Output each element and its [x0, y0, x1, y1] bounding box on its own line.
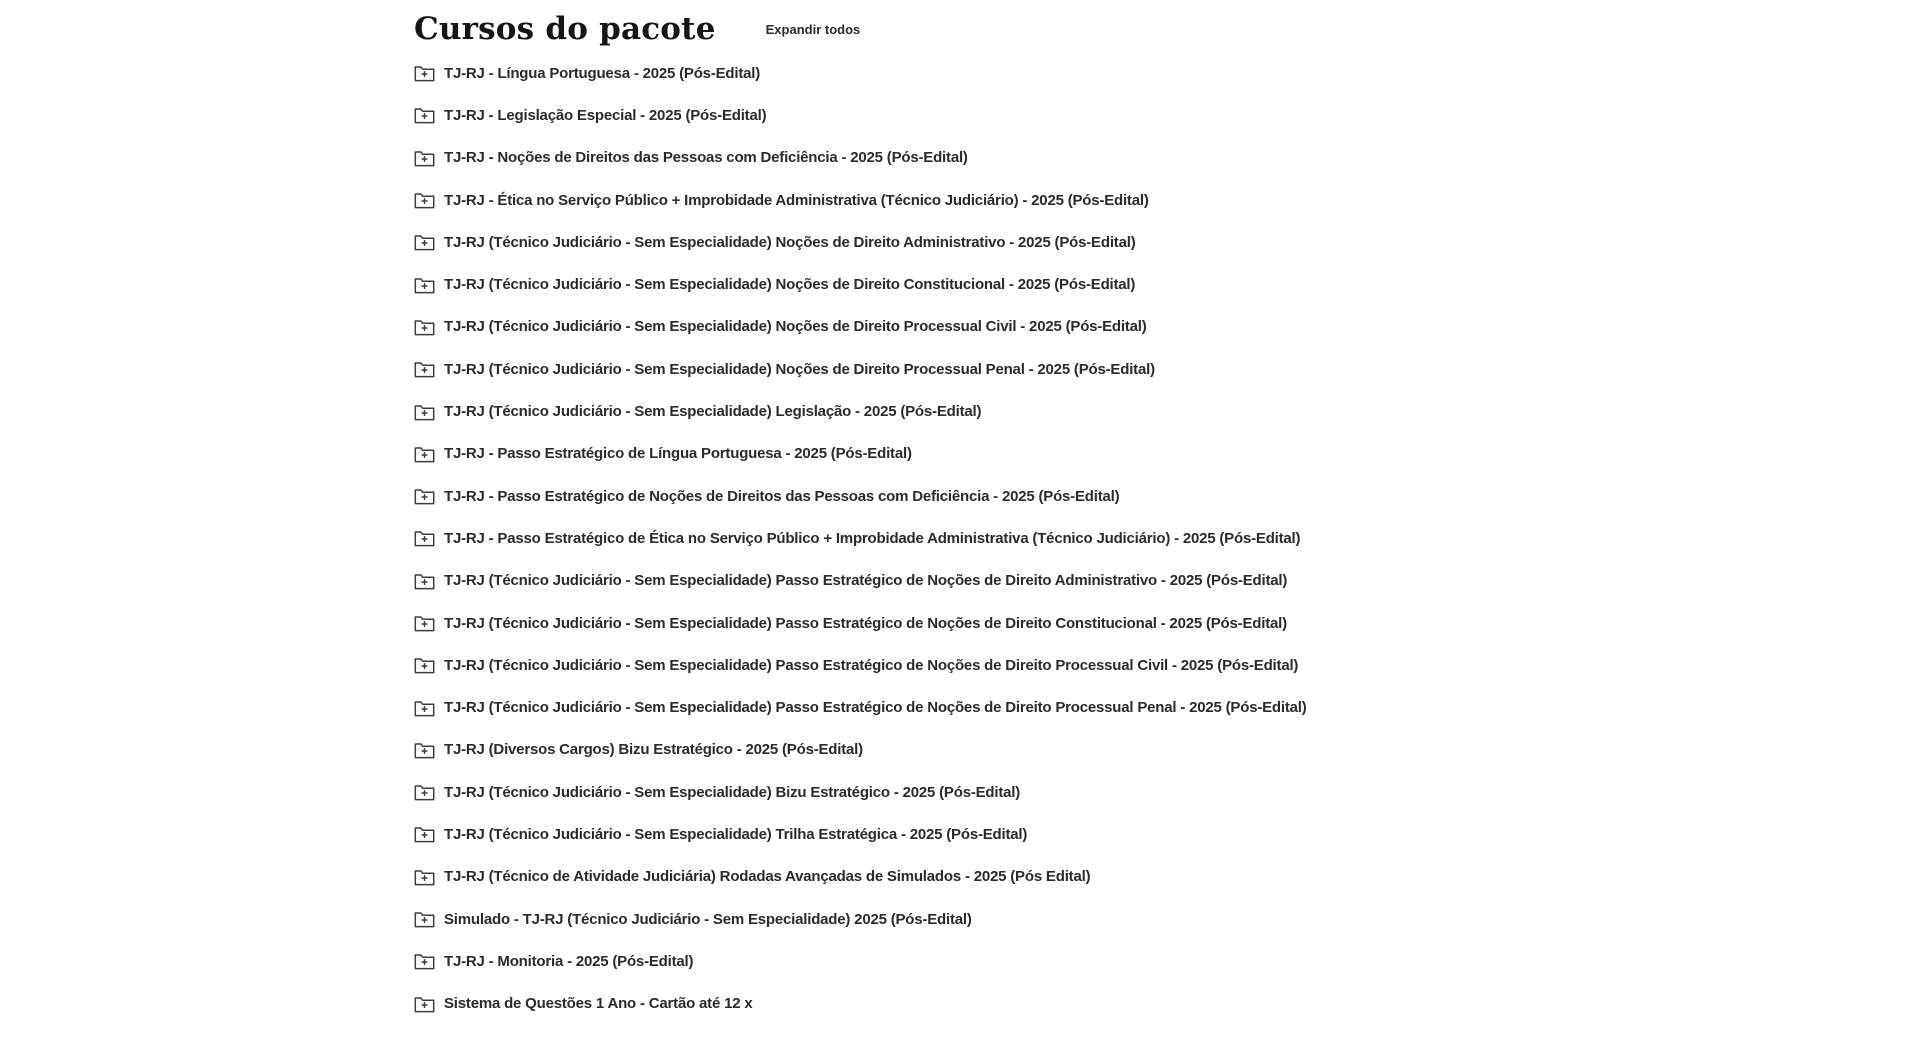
course-list-item[interactable] — [414, 940, 693, 982]
course-title: TJ-RJ - Passo Estratégico de Noções de Direitos das Pessoas com Deficiência - 2025 (Pós-Edital) — [444, 487, 1120, 505]
course-title: TJ-RJ - Língua Portuguesa - 2025 (Pós-Edital) — [444, 64, 761, 82]
course-list-item[interactable] — [414, 560, 1287, 602]
course-list-item[interactable] — [414, 348, 1155, 390]
course-list-item[interactable] — [414, 390, 981, 432]
course-list-item[interactable] — [414, 433, 912, 475]
course-title: TJ-RJ (Técnico Judiciário - Sem Especialidade) Legislação - 2025 (Pós-Edital) — [444, 403, 982, 421]
folder-plus-icon — [414, 445, 435, 463]
course-title: TJ-RJ (Técnico de Atividade Judiciária) Rodadas Avançadas de Simulados - 2025 (Pós Edital) — [444, 868, 1091, 886]
course-title: TJ-RJ (Diversos Cargos) Bizu Estratégico - 2025 (Pós-Edital) — [444, 741, 863, 759]
course-list-item[interactable] — [414, 898, 972, 940]
course-title: TJ-RJ - Legislação Especial - 2025 (Pós-Edital) — [444, 106, 767, 124]
folder-plus-icon — [414, 403, 435, 421]
course-title: TJ-RJ (Técnico Judiciário - Sem Especialidade) Noções de Direito Processual Civil - 2025 (Pós-Edital) — [444, 318, 1147, 336]
folder-plus-icon — [414, 64, 435, 82]
folder-plus-icon — [414, 360, 435, 378]
course-title: TJ-RJ (Técnico Judiciário - Sem Especialidade) Trilha Estratégica - 2025 (Pós-Edital) — [444, 825, 1028, 843]
folder-plus-icon — [414, 233, 435, 251]
folder-plus-icon — [414, 106, 435, 124]
folder-plus-icon — [414, 318, 435, 336]
folder-plus-icon — [414, 995, 435, 1013]
folder-plus-icon — [414, 149, 435, 167]
course-list-item[interactable] — [414, 306, 1147, 348]
course-list-item[interactable] — [414, 602, 1287, 644]
course-title: TJ-RJ (Técnico Judiciário - Sem Especialidade) Passo Estratégico de Noções de Direito Processual Civil - 2025 (Pós-Edital) — [444, 656, 1299, 674]
course-title: Simulado - TJ-RJ (Técnico Judiciário - Sem Especialidade) 2025 (Pós-Edital) — [444, 910, 972, 928]
course-list-item[interactable] — [414, 475, 1119, 517]
folder-plus-icon — [414, 741, 435, 759]
course-list — [414, 52, 1920, 1025]
course-list-item[interactable] — [414, 517, 1300, 559]
course-title: TJ-RJ (Técnico Judiciário - Sem Especialidade) Noções de Direito Administrativo - 2025 (Pós-Edital) — [444, 233, 1136, 251]
page-title: Cursos do pacote — [414, 11, 716, 47]
course-list-item[interactable] — [414, 263, 1135, 305]
folder-plus-icon — [414, 910, 435, 928]
folder-plus-icon — [414, 952, 435, 970]
course-title: TJ-RJ (Técnico Judiciário - Sem Especialidade) Passo Estratégico de Noções de Direito Constitucional - 2025 (Pós-Edital) — [444, 614, 1287, 632]
course-title: TJ-RJ (Técnico Judiciário - Sem Especialidade) Bizu Estratégico - 2025 (Pós-Edital) — [444, 783, 1021, 801]
course-list-item[interactable] — [414, 813, 1027, 855]
course-list-item[interactable] — [414, 983, 752, 1025]
package-courses-header — [414, 10, 1920, 48]
course-list-item[interactable] — [414, 856, 1090, 898]
course-title: TJ-RJ - Passo Estratégico de Língua Portuguesa - 2025 (Pós-Edital) — [444, 445, 912, 463]
course-title: TJ-RJ - Monitoria - 2025 (Pós-Edital) — [444, 952, 694, 970]
course-title: Sistema de Questões 1 Ano - Cartão até 12 x — [444, 995, 753, 1013]
course-list-item[interactable] — [414, 52, 760, 94]
course-list-item[interactable] — [414, 686, 1307, 728]
course-list-item[interactable] — [414, 644, 1298, 686]
folder-plus-icon — [414, 656, 435, 674]
course-list-item[interactable] — [414, 729, 863, 771]
course-title: TJ-RJ (Técnico Judiciário - Sem Especialidade) Passo Estratégico de Noções de Direito Administrativo - 2025 (Pós-Edital) — [444, 572, 1288, 590]
course-title: TJ-RJ (Técnico Judiciário - Sem Especialidade) Noções de Direito Processual Penal - 2025 (Pós-Edital) — [444, 360, 1155, 378]
folder-plus-icon — [414, 699, 435, 717]
course-list-item[interactable] — [414, 137, 968, 179]
course-list-item[interactable] — [414, 221, 1136, 263]
folder-plus-icon — [414, 614, 435, 632]
folder-plus-icon — [414, 276, 435, 294]
course-title: TJ-RJ - Ética no Serviço Público + Improbidade Administrativa (Técnico Judiciário) - 2025 (Pós-Edital) — [444, 191, 1149, 209]
folder-plus-icon — [414, 487, 435, 505]
expand-all-button[interactable]: Expandir todos — [765, 21, 861, 37]
course-title: TJ-RJ (Técnico Judiciário - Sem Especialidade) Passo Estratégico de Noções de Direito Processual Penal - 2025 (Pós-Edital) — [444, 699, 1307, 717]
course-list-item[interactable] — [414, 179, 1149, 221]
folder-plus-icon — [414, 825, 435, 843]
folder-plus-icon — [414, 572, 435, 590]
course-title: TJ-RJ (Técnico Judiciário - Sem Especialidade) Noções de Direito Constitucional - 2025 (Pós-Edital) — [444, 276, 1136, 294]
folder-plus-icon — [414, 868, 435, 886]
course-title: TJ-RJ - Noções de Direitos das Pessoas com Deficiência - 2025 (Pós-Edital) — [444, 149, 968, 167]
course-title: TJ-RJ - Passo Estratégico de Ética no Serviço Público + Improbidade Administrativa (Técnico Judiciário) - 2025 (Pós-Edital) — [444, 529, 1301, 547]
folder-plus-icon — [414, 529, 435, 547]
folder-plus-icon — [414, 783, 435, 801]
course-list-item[interactable] — [414, 771, 1020, 813]
folder-plus-icon — [414, 191, 435, 209]
course-list-item[interactable] — [414, 94, 766, 136]
